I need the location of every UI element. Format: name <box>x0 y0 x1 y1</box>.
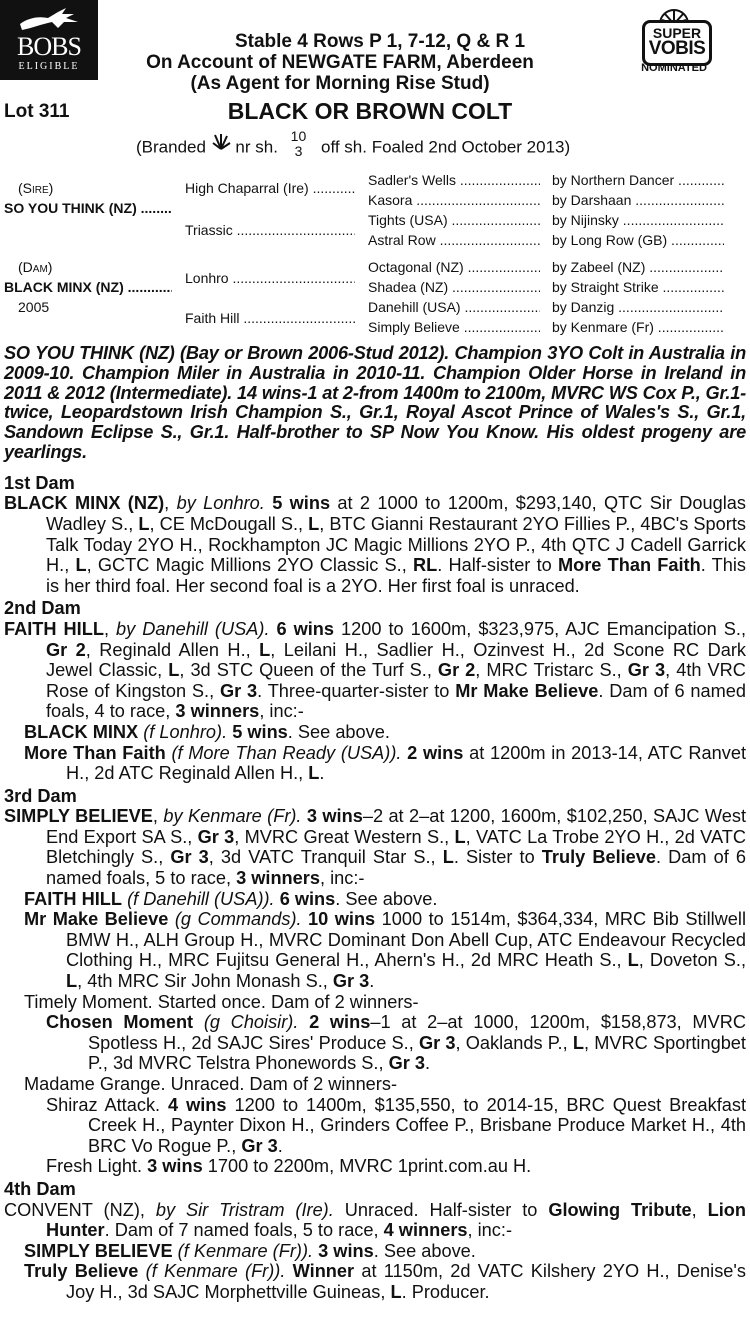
pedigree-gen3: Octagonal (NZ) ..... <box>368 257 540 277</box>
brand-line <box>136 128 571 163</box>
text-run: Gr 3 <box>170 847 209 868</box>
text-run: at 1200m in 2013-14, ATC Ranvet H., 2d ATC Reginald Allen H., <box>66 742 746 784</box>
text-run: at 2 1000 to 1200m, $293,140, QTC Sir Douglas Wadley S., <box>46 493 747 534</box>
logo-super-text: SUPER <box>652 25 702 41</box>
brand-mark-icon <box>211 133 231 151</box>
text-run: , Doveton S., <box>638 950 746 971</box>
text-run: L <box>138 513 150 534</box>
text-run: , Leilani H., Sadlier H., Ozinvest H., 2d Scone RC Dark Jewel Classic, <box>46 639 746 681</box>
text-run: Madame Grange. Unraced. Dam of 2 winners- <box>24 1074 398 1094</box>
dam-year: 2005 <box>18 299 50 315</box>
text-run: . This is her third foal. Her second foal is a 2YO. Her first foal is unraced. <box>46 555 747 596</box>
text-run: Mr Make Believe <box>24 909 169 930</box>
vendor-line: On Account of NEWGATE FARM, Aberdeen <box>146 52 534 73</box>
text-run: RL <box>413 555 438 576</box>
text-run: Lion Hunter <box>46 1199 746 1241</box>
text-run: BLACK MINX (NZ) <box>4 493 165 514</box>
dam-label: (Dam) <box>18 259 53 275</box>
logo-brand-text: BOBS <box>17 32 81 61</box>
text-run: (f Kenmare (Fr)). <box>177 1240 314 1261</box>
text-run: Winner <box>292 1261 355 1282</box>
text-run: 5 wins <box>272 493 331 514</box>
section-heading: 1st Dam <box>4 472 75 493</box>
text-run: Gr 3 <box>197 826 235 847</box>
produce-entry <box>4 1261 746 1302</box>
text-run: Unraced. Half-sister to <box>333 1199 549 1220</box>
text-run: Truly Believe <box>541 847 657 868</box>
text-run: Truly Believe <box>24 1261 139 1282</box>
section-heading: 2nd Dam <box>4 598 81 619</box>
section-heading: 4th Dam <box>4 1178 76 1199</box>
text-run: by Kenmare (Fr). <box>163 806 302 827</box>
text-run: . See above. <box>373 1240 476 1261</box>
text-run: L <box>572 1032 584 1053</box>
sire-label: (Sire) <box>18 180 54 196</box>
text-run: L <box>168 660 180 681</box>
pedigree-gen4: by Darshaan ..... <box>552 190 724 210</box>
text-run: , 4th MRC Sir John Monash S., <box>77 971 333 992</box>
sire-summary: SO YOU THINK (NZ) (Bay or Brown 2006-Stud 2012). Champion 3YO Colt in Australia in 2009-10. Champion Miler in Australia in 2010-11. Champion Older Horse in Ireland in 2011 & 2012 (Intermediate). 14 wins-1 at 2-from 1400m to 2100m, MVRC WS Cox P., Gr.1-twice, Leopardstown Irish Champion S., Gr.1, Royal Ascot Prince of Wales's S., Gr.1, Sandown Eclipse S., Gr.1. Half-brother to SP Now You Know. His oldest progeny are yearlings. <box>4 343 746 462</box>
text-run: Gr 3 <box>388 1053 425 1074</box>
text-run: 3 wins <box>306 806 363 827</box>
text-run <box>193 1012 204 1032</box>
text-run: More Than Faith <box>24 742 166 763</box>
text-run: by Sir Tristram (Ire). <box>155 1199 334 1220</box>
text-run: . <box>369 971 375 992</box>
text-run: . See above. <box>287 721 390 742</box>
text-run: . Sister to <box>453 847 542 868</box>
text-run: , Oaklands P., <box>455 1032 573 1053</box>
text-run: , Reginald Allen H., <box>85 639 260 660</box>
text-run: , 4th VRC Rose of Kingston S., <box>46 660 746 701</box>
text-run: , 3d VATC Tranquil Star S., <box>208 847 443 868</box>
text-run: by Lonhro. <box>176 493 265 514</box>
text-run: . Dam of 6 named foals, 5 to race, <box>46 847 747 889</box>
text-run: , inc:- <box>319 868 365 889</box>
pedigree-gen2: Triassic ..... <box>185 220 355 240</box>
text-run: L <box>66 971 78 992</box>
pedigree-gen3: Astral Row ..... <box>368 230 540 250</box>
produce-entry <box>4 1012 746 1074</box>
text-run: , CE McDougall S., <box>149 513 309 534</box>
text-run: , MVRC Sportingbet P., 3d MVRC Telstra Phonewords S., <box>88 1032 746 1074</box>
text-run: 4 winners <box>383 1220 468 1241</box>
pedigree-gen4: by Danzig ..... <box>552 297 724 317</box>
text-run: . Three-quarter-sister to <box>257 680 456 701</box>
section-heading: 3rd Dam <box>4 785 77 806</box>
logo-nominated-text: NOMINATED <box>641 62 707 74</box>
text-run: Gr 3 <box>241 1135 278 1156</box>
text-run: , <box>103 618 117 639</box>
pedigree-gen3: Danehill (USA) ..... <box>368 297 540 317</box>
pedigree-gen4: by Long Row (GB) ..... <box>552 230 724 250</box>
text-run: SIMPLY BELIEVE <box>24 1240 173 1261</box>
text-run: (f Kenmare (Fr)). <box>145 1261 286 1282</box>
sire-name: SO YOU THINK (NZ) ..... <box>4 198 172 218</box>
produce-entry <box>4 722 746 743</box>
text-run: L <box>308 513 320 534</box>
produce-entry <box>4 743 746 784</box>
text-run: FAITH HILL <box>24 888 122 909</box>
text-run: , inc:- <box>467 1220 512 1241</box>
produce-entry <box>4 909 746 991</box>
pedigree-gen3: Sadler's Wells ..... <box>368 170 540 190</box>
text-run: L <box>308 763 320 784</box>
text-run: FAITH HILL <box>4 618 104 639</box>
pedigree-gen4: by Nijinsky ..... <box>552 210 724 230</box>
text-run: . Dam of 6 named foals, 4 to race, <box>46 680 746 722</box>
text-run: . See above. <box>335 888 438 909</box>
text-run: More Than Faith <box>557 555 701 576</box>
text-run: CONVENT (NZ), <box>4 1199 156 1220</box>
text-run: L <box>75 555 87 576</box>
text-run: 3 winners <box>175 701 260 722</box>
text-run: . <box>424 1053 431 1074</box>
text-run: Gr 2 <box>437 660 476 681</box>
text-run: 1200 to 1400m, $135,550, to 2014-15, BRC Quest Breakfast Creek H., Paynter Dixon H., Grinders Coffee P., Brisbane Produce Market H., 4th BRC Vo Rogue P., <box>88 1094 747 1156</box>
text-run: (f Lonhro). <box>143 721 228 742</box>
text-run <box>138 1261 145 1281</box>
text-run: L <box>627 950 639 971</box>
text-run: , BTC Gianni Restaurant 2YO Fillies P., 4BC's Sports Talk Today 2YO H., Rockhampton JC Magic Millions 2YO P., 4th QTC J Cadell Garrick H., <box>46 513 746 576</box>
text-run: Gr 2 <box>46 639 86 660</box>
text-run: 3 wins <box>318 1240 374 1261</box>
pedigree-gen4: by Zabeel (NZ) ..... <box>552 257 724 277</box>
text-run: (f Danehill (USA)). <box>127 888 275 909</box>
text-run: 2 wins <box>309 1012 371 1033</box>
text-run: 3 winners <box>236 868 320 889</box>
text-run: . Dam of 7 named foals, 5 to race, <box>104 1220 384 1241</box>
brand-number <box>291 129 307 159</box>
text-run: Gr 3 <box>418 1032 456 1053</box>
pedigree-gen3: Kasora ..... <box>368 190 540 210</box>
text-run: Gr 3 <box>219 680 258 701</box>
text-run: 6 wins <box>276 618 335 639</box>
text-run: , MVRC Great Western S., <box>234 826 455 847</box>
text-run: L <box>390 1281 402 1302</box>
text-run: Shiraz Attack. <box>46 1094 169 1115</box>
brand-number-top: 10 <box>290 128 307 144</box>
text-run: , 3d STC Queen of the Turf S., <box>179 660 438 681</box>
text-run: L <box>454 826 466 847</box>
produce-entry <box>4 992 746 1013</box>
text-run <box>270 619 277 639</box>
text-run: , VATC La Trobe 2YO H., 2d VATC Bletchingly S., <box>46 826 746 868</box>
text-run: L <box>259 639 271 660</box>
lot-title: BLACK OR BROWN COLT <box>227 98 513 124</box>
brand-prefix: (Branded <box>136 137 206 157</box>
text-run: , <box>691 1199 708 1220</box>
text-run: Fresh Light. <box>46 1156 148 1177</box>
text-run: (g Choisir). <box>203 1012 299 1033</box>
pedigree-gen4: by Kenmare (Fr) ..... <box>552 317 724 337</box>
dam-name: BLACK MINX (NZ) ..... <box>4 277 172 297</box>
dam-entry <box>4 806 746 888</box>
text-run: 10 wins <box>308 909 376 930</box>
produce-entry <box>4 1095 746 1157</box>
text-run: . <box>277 1135 283 1156</box>
pedigree-gen2: Lonhro ..... <box>185 268 355 288</box>
text-run <box>285 1261 292 1281</box>
dam-entry <box>4 619 746 722</box>
text-run: , <box>152 806 164 827</box>
pedigree-gen2: High Chaparral (Ire) ..... <box>185 178 355 198</box>
pedigree-gen2: Faith Hill ..... <box>185 308 355 328</box>
lot-number: Lot 311 <box>4 101 70 122</box>
text-run: Timely Moment. Started once. Dam of 2 winners- <box>24 991 419 1012</box>
text-run: 6 wins <box>279 888 336 909</box>
brand-position: nr sh. <box>235 137 278 157</box>
text-run <box>298 1012 309 1032</box>
text-run: Glowing Tribute <box>548 1199 692 1220</box>
text-run: 1000 to 1514m, $364,334, MRC Bib Stillwell BMW H., ALH Group H., MVRC Dominant Don Abell Cup, ATC Endeavour Recycled Clothing H., MRC Fujitsu General H., Ahern's H., 2d MRC Heath S., <box>66 909 746 971</box>
text-run: –1 at 2–at 1000, 1200m, $158,873, MVRC Spotless H., 2d SAJC Sires' Produce S., <box>88 1012 746 1053</box>
logo-sub-text: ELIGIBLE <box>18 61 80 72</box>
text-run: by Danehill (USA). <box>116 618 270 639</box>
text-run: , MRC Tristarc S., <box>475 660 628 681</box>
text-run: 4 wins <box>168 1094 227 1115</box>
text-run: L <box>442 847 454 868</box>
catalogue-body <box>4 344 746 1303</box>
text-run: 2 wins <box>407 742 464 763</box>
text-run: 3 wins <box>147 1156 203 1177</box>
text-run: , GCTC Magic Millions 2YO Classic S., <box>86 555 413 576</box>
text-run: 1700 to 2200m, MVRC 1print.com.au H. <box>202 1156 532 1177</box>
text-run: (f More Than Ready (USA)). <box>171 742 402 763</box>
text-run: 1200 to 1600m, $323,975, AJC Emancipation S., <box>334 618 747 639</box>
text-run: (g Commands). <box>174 909 302 930</box>
pedigree-gen4: by Straight Strike ..... <box>552 277 724 297</box>
text-run: –2 at 2–at 1200, 1600m, $102,250, SAJC West End Export SA S., <box>46 806 747 847</box>
produce-entry <box>4 889 746 910</box>
logo-vobis-text: VOBIS <box>648 38 706 59</box>
dam-entry <box>4 1200 746 1241</box>
produce-entry <box>4 1241 746 1262</box>
text-run: . Producer. <box>401 1281 490 1302</box>
produce-entry <box>4 1156 746 1177</box>
text-run: Chosen Moment <box>46 1012 194 1033</box>
agent-line: (As Agent for Morning Rise Stud) <box>190 73 490 94</box>
text-run: Gr 3 <box>332 971 370 992</box>
text-run: at 1150m, 2d VATC Kilshery 2YO H., Denise's Joy H., 3d SAJC Morphettville Guineas, <box>66 1261 746 1302</box>
pedigree-gen3: Simply Believe ..... <box>368 317 540 337</box>
pedigree-gen3: Shadea (NZ) ..... <box>368 277 540 297</box>
text-run: BLACK MINX <box>24 721 139 742</box>
pedigree-gen3: Tights (USA) ..... <box>368 210 540 230</box>
text-run: Mr Make Believe <box>455 680 599 701</box>
text-run: , inc:- <box>259 701 304 722</box>
brand-number-bottom: 3 <box>294 143 303 159</box>
stable-location: Stable 4 Rows P 1, 7-12, Q & R 1 <box>234 31 526 52</box>
pedigree-gen4: by Northern Dancer ..... <box>552 170 724 190</box>
brand-suffix: off sh. Foaled 2nd October 2013) <box>320 137 571 157</box>
text-run: 5 wins <box>232 721 288 742</box>
text-run: Gr 3 <box>627 660 666 681</box>
text-run: SIMPLY BELIEVE <box>4 806 153 827</box>
text-run: . <box>319 763 325 784</box>
text-run: , <box>164 493 177 514</box>
text-run: . Half-sister to <box>437 555 558 576</box>
produce-entry <box>4 1074 746 1095</box>
dam-entry <box>4 493 746 596</box>
